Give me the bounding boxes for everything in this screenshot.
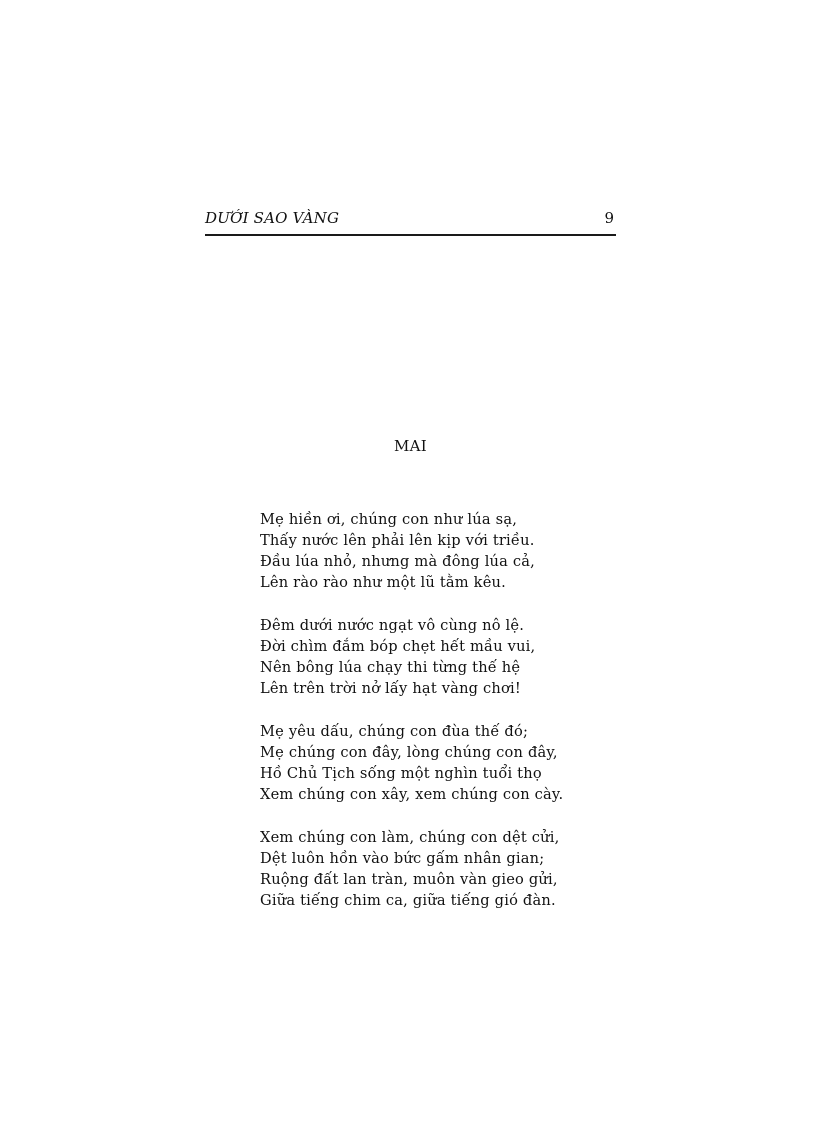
poem-line: Xem chúng con xây, xem chúng con cày. <box>260 786 564 803</box>
poem-line: Lên rào rào như một lũ tằm kêu. <box>260 574 506 591</box>
poem-line: Đời chìm đắm bóp chẹt hết mầu vui, <box>260 638 536 655</box>
stanza-4 <box>260 827 600 911</box>
poem-title: MAI <box>393 437 428 455</box>
poem-line: Xem chúng con làm, chúng con dệt cửi, <box>260 829 560 846</box>
poem-line: Dệt luôn hồn vào bức gấm nhân gian; <box>260 850 545 867</box>
page-number: 9 <box>604 209 614 227</box>
poem-line: Nên bông lúa chạy thi từng thế hệ <box>260 659 521 676</box>
stanza-3 <box>260 721 600 805</box>
poem-line: Đêm dưới nước ngạt vô cùng nô lệ. <box>260 617 525 634</box>
poem-line: Hồ Chủ Tịch sống một nghìn tuổi thọ <box>260 765 542 782</box>
poem-line: Thấy nước lên phải lên kịp với triều. <box>260 532 535 549</box>
poem-line: Mẹ yêu dấu, chúng con đùa thế đó; <box>260 723 529 740</box>
stanza-2 <box>260 615 600 699</box>
poem-line: Ruộng đất lan tràn, muôn vàn gieo gửi, <box>260 871 558 888</box>
poem-line: Mẹ chúng con đây, lòng chúng con đây, <box>260 744 558 761</box>
poem-line: Giữa tiếng chim ca, giữa tiếng gió đàn. <box>260 892 556 909</box>
book-title: DƯỚI SAO VÀNG <box>205 209 340 227</box>
running-header <box>205 206 616 236</box>
stanza-1 <box>260 509 600 593</box>
poem-body <box>260 509 600 933</box>
header-rule <box>205 234 616 236</box>
poem-line: Lên trên trời nở lấy hạt vàng chơi! <box>260 680 521 697</box>
poem-line: Mẹ hiền ơi, chúng con như lúa sạ, <box>260 511 518 528</box>
poem-line: Đầu lúa nhỏ, nhưng mà đông lúa cả, <box>260 553 536 570</box>
